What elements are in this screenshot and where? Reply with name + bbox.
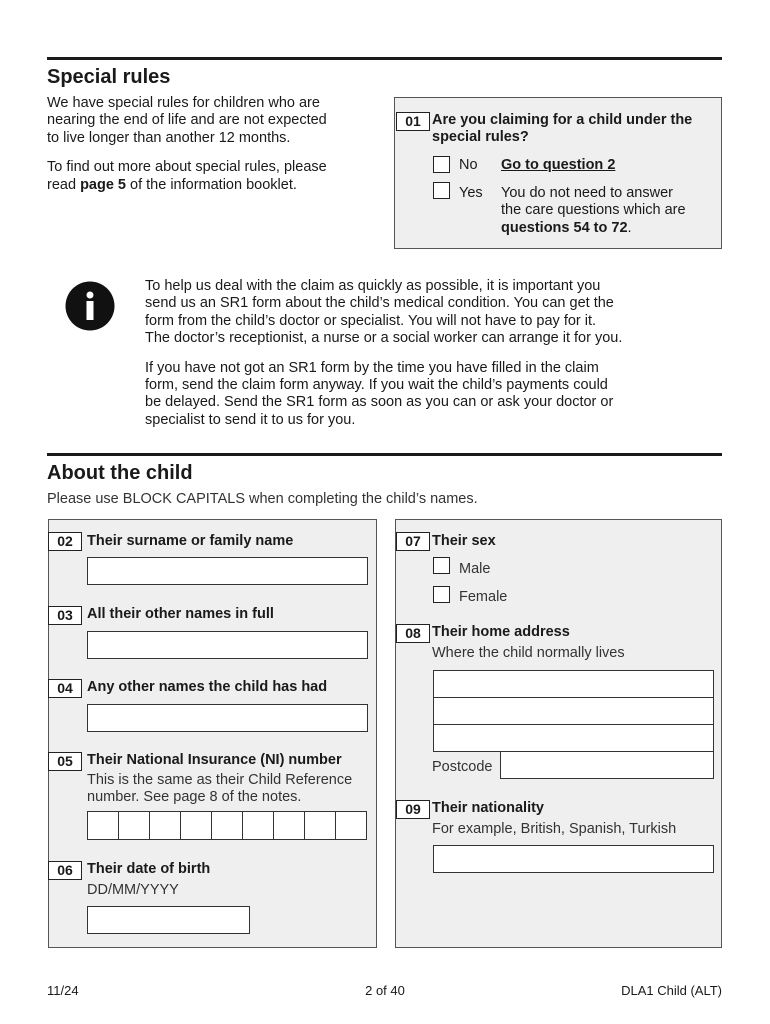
text-line: To find out more about special rules, please — [47, 159, 327, 176]
text-line — [501, 220, 686, 237]
question-07-label: Their sex — [432, 533, 496, 549]
previous-names-input[interactable] — [87, 704, 368, 732]
question-number: 04 — [48, 679, 82, 698]
text-line: To help us deal with the claim as quickly as possible, it is important you — [145, 278, 601, 294]
text: of the information booklet. — [126, 176, 297, 193]
no-label: No — [459, 157, 478, 173]
address-line-2-input[interactable] — [433, 697, 714, 725]
special-rules-intro — [47, 95, 327, 194]
ni-char-box[interactable] — [274, 812, 305, 839]
ni-char-box[interactable] — [305, 812, 336, 839]
ni-char-box[interactable] — [336, 812, 366, 839]
text-line: be delayed. Send the SR1 form as soon as you can or ask your doctor or — [145, 394, 614, 411]
go-to-question-2: Go to question 2 — [501, 157, 616, 173]
info-icon — [65, 281, 115, 331]
date-of-birth-input[interactable] — [87, 906, 250, 934]
question-05-label: Their National Insurance (NI) number — [87, 752, 342, 768]
address-line-3-input[interactable] — [433, 724, 714, 752]
question-03-label: All their other names in full — [87, 606, 274, 622]
question-number: 06 — [48, 861, 82, 880]
question-05-desc — [87, 772, 352, 807]
checkbox-no[interactable] — [433, 156, 450, 173]
ni-number-input[interactable] — [87, 811, 367, 840]
question-number: 07 — [396, 532, 430, 551]
text-line: form from the child’s doctor or specialist. You will not have to pay for it. — [145, 312, 597, 329]
text-line: form, send the claim form anyway. If you wait the child’s payments could — [145, 377, 608, 394]
question-number: 09 — [396, 800, 430, 819]
question-04-label: Any other names the child has had — [87, 679, 328, 695]
ni-char-box[interactable] — [88, 812, 119, 839]
postcode-input[interactable] — [500, 751, 714, 779]
question-number: 01 — [396, 112, 430, 131]
footer-date: 11/24 — [47, 983, 79, 998]
nationality-input[interactable] — [433, 845, 714, 873]
question-06-label: Their date of birth — [87, 861, 211, 877]
question-number: 05 — [48, 752, 82, 771]
text-line: Are you claiming for a child under the — [432, 112, 693, 128]
surname-input[interactable] — [87, 557, 368, 585]
question-number: 03 — [48, 606, 82, 625]
block-capitals-note: Please use BLOCK CAPITALS when completing the child’s names. — [47, 491, 478, 507]
text-line: nearing the end of life and are not expected — [47, 112, 327, 129]
date-format-hint: DD/MM/YYYY — [87, 882, 179, 898]
section-title-special-rules: Special rules — [47, 66, 171, 88]
text-line: You do not need to answer — [501, 185, 673, 201]
section-title-about-child: About the child — [47, 462, 193, 484]
text: read — [47, 176, 81, 193]
section-rule — [47, 57, 722, 60]
text-line: If you have not got an SR1 form by the time you have filled in the claim — [145, 359, 599, 376]
text-line: The doctor’s receptionist, a nurse or a social worker can arrange it for you. — [145, 330, 623, 347]
male-label: Male — [459, 561, 491, 577]
question-number: 02 — [48, 532, 82, 551]
questions-ref: questions 54 to 72 — [501, 219, 628, 236]
question-08-label: Their home address — [432, 624, 570, 640]
text-line: special rules? — [432, 129, 529, 146]
question-09-label: Their nationality — [432, 800, 544, 816]
checkbox-female[interactable] — [433, 586, 450, 603]
text-line: We have special rules for children who are — [47, 95, 320, 111]
address-hint: Where the child normally lives — [432, 645, 625, 661]
postcode-label: Postcode — [432, 759, 493, 775]
checkbox-male[interactable] — [433, 557, 450, 574]
female-label: Female — [459, 589, 508, 605]
yes-label: Yes — [459, 185, 483, 201]
ni-char-box[interactable] — [181, 812, 212, 839]
text: . — [627, 219, 632, 236]
text-line: number. See page 8 of the notes. — [87, 789, 302, 806]
form-code: DLA1 Child (ALT) — [621, 983, 722, 998]
yes-note — [501, 185, 686, 237]
question-02-label: Their surname or family name — [87, 533, 294, 549]
address-line-1-input[interactable] — [433, 670, 714, 698]
page-ref: page 5 — [80, 176, 126, 193]
text-line: to live longer than another 12 months. — [47, 129, 291, 146]
other-names-input[interactable] — [87, 631, 368, 659]
nationality-hint: For example, British, Spanish, Turkish — [432, 821, 677, 837]
text-line: This is the same as their Child Reference — [87, 772, 353, 788]
page-number: 2 of 40 — [365, 983, 405, 998]
question-01-label — [432, 112, 692, 147]
text-line — [47, 177, 327, 194]
ni-char-box[interactable] — [243, 812, 274, 839]
ni-char-box[interactable] — [212, 812, 243, 839]
section-rule — [47, 453, 722, 456]
text-line: the care questions which are — [501, 202, 686, 219]
checkbox-yes[interactable] — [433, 182, 450, 199]
info-text — [145, 278, 622, 429]
ni-char-box[interactable] — [119, 812, 150, 839]
ni-char-box[interactable] — [150, 812, 181, 839]
text-line: specialist to send it to us for you. — [145, 411, 356, 428]
text-line: send us an SR1 form about the child’s medical condition. You can get the — [145, 295, 614, 312]
question-number: 08 — [396, 624, 430, 643]
